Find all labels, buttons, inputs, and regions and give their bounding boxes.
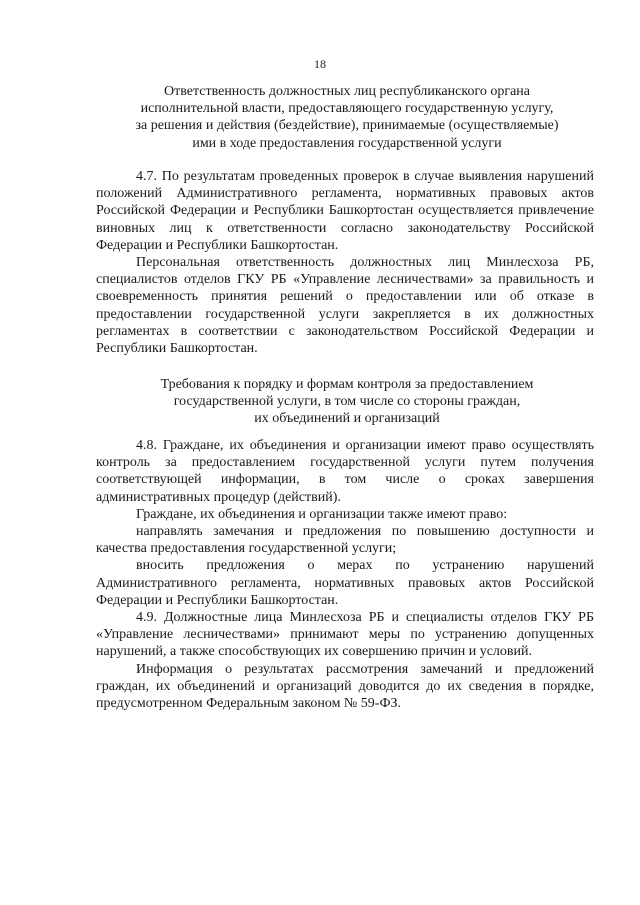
heading-line: за решения и действия (бездействие), принимаемые (осуществляемые) <box>135 118 559 134</box>
heading-line: государственной услуги, в том числе со стороны граждан, <box>173 394 521 410</box>
heading-line: Требования к порядку и формам контроля за предоставлением <box>160 377 534 392</box>
paragraph-4-7: 4.7. По результатам проведенных проверок в случае выявления нарушений положений Административного регламента, нормативных правовых актов Российской Федерации и Республики Башкортостан осуществляется привлечение виновных лиц к ответственности согласно законодательству Российской Федерации и Республики Башкортостан. <box>96 169 594 253</box>
paragraph-information: Информация о результатах рассмотрения замечаний и предложений граждан, их объединений и организаций доводится до их сведения в порядке, предусмотренном Федеральным законом № 59-ФЗ. <box>96 661 594 712</box>
heading-line: исполнительной власти, предоставляющего государственную услугу, <box>140 101 554 117</box>
section-body-responsibility <box>96 168 594 357</box>
page-number: 18 <box>314 57 326 71</box>
paragraph-4-8: 4.8. Граждане, их объединения и организации имеют право осуществлять контроль за предоставлением государственной услуги путем получения соответствующей информации, в том числе о сроках завершения административных процедур (действий). <box>96 438 594 505</box>
section-heading-control-requirements <box>100 376 594 428</box>
paragraph-send-remarks: направлять замечания и предложения по повышению доступности и качества предоставления государственной услуги; <box>96 524 594 557</box>
heading-line: Ответственность должностных лиц республиканского органа <box>163 84 531 99</box>
heading-line: ими в ходе предоставления государственной услуги <box>192 135 502 151</box>
section-heading-responsibility <box>100 83 594 152</box>
section-body-control <box>96 437 594 712</box>
heading-line: их объединений и организаций <box>254 411 440 427</box>
paragraph-citizens-rights: Граждане, их объединения и организации также имеют право: <box>136 506 508 522</box>
paragraph-submit-proposals: вносить предложения о мерах по устранению нарушений Административного регламента, нормативных правовых актов Российской Федерации и Республики Башкортостан. <box>96 558 594 608</box>
paragraph-personal-responsibility: Персональная ответственность должностных лиц Минлесхоза РБ, специалистов отделов ГКУ РБ «Управление лесничествами» за правильность и своевременность принятия решений о предоставлении или об отказе в предоставлении государственной услуги закрепляется в их должностных регламентах в соответствии с законодательством Российской Федерации и Республики Башкортостан. <box>96 255 594 357</box>
paragraph-4-9: 4.9. Должностные лица Минлесхоза РБ и специалисты отделов ГКУ РБ «Управление лесничествами» принимают меры по устранению допущенных нарушений, а также способствующих их совершению причин и условий. <box>96 610 594 660</box>
